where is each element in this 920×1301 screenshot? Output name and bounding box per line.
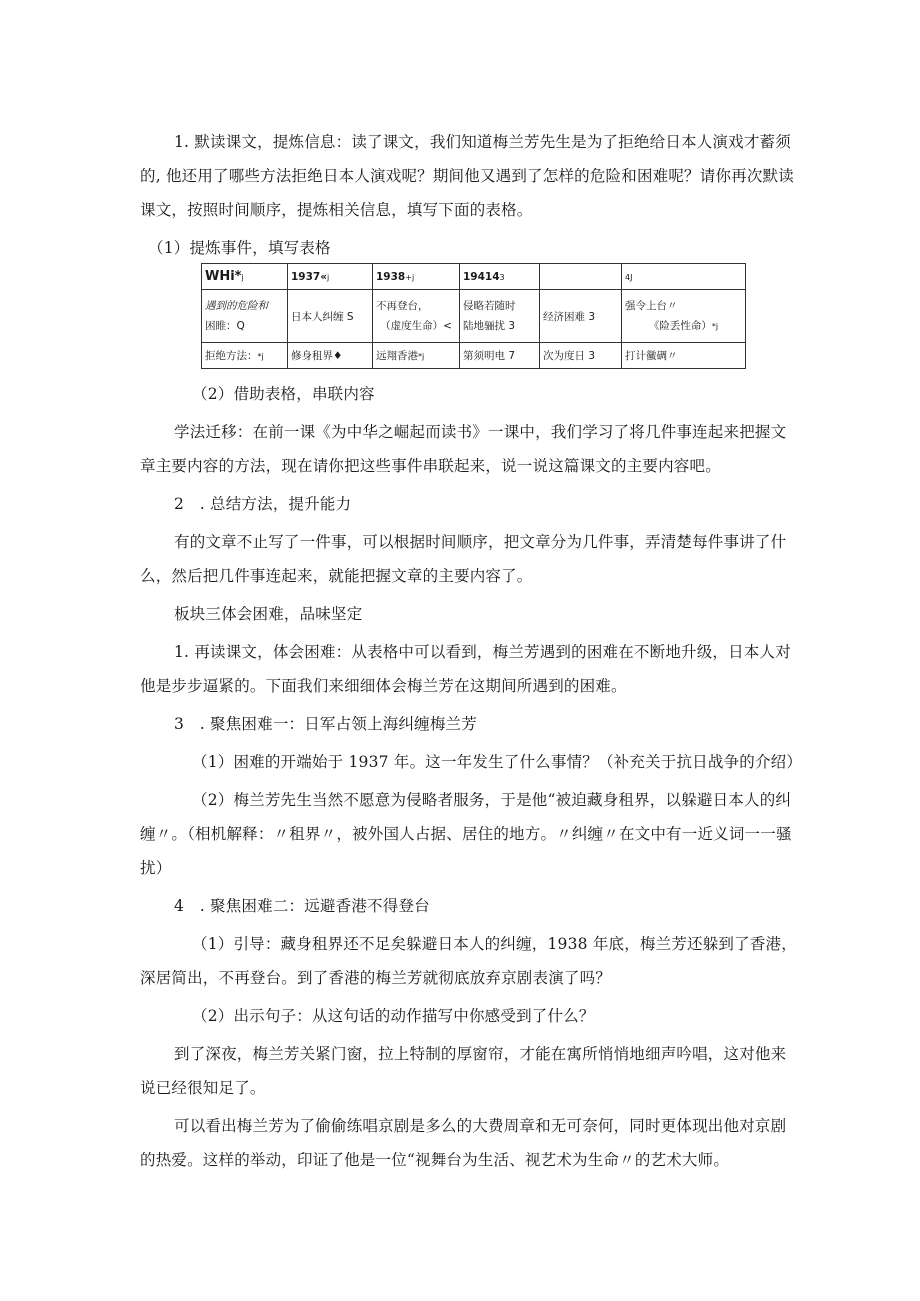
- section-heading-difficulty-2: 4 . 聚焦困难二：远避香港不得登台: [174, 897, 430, 915]
- table-cell: 次为度日 3: [540, 343, 622, 369]
- table-cell: 日本人纠缠 S: [288, 290, 373, 343]
- section-heading-difficulty-1: 3 . 聚焦困难一：日军占领上海纠缠梅兰芳: [174, 715, 477, 733]
- table-cell: 打计黴碉〃: [622, 343, 746, 369]
- table-cell: 194143: [460, 264, 540, 290]
- paragraph-3-line-1: 有的文章不止写了一件事，可以根据时间顺序，把文章分为几件事，弄清楚每件事讲了什: [174, 533, 787, 551]
- paragraph-1-line-2: 的, 他还用了哪些方法拒绝日本人演戏呢？期间他又遇到了怎样的危险和困难呢？请你再次默读: [140, 167, 794, 185]
- sub-item-3-line-2: 深居简出，不再登台。到了香港的梅兰芳就彻底放弃京剧表演了吗？: [140, 969, 612, 987]
- paragraph-3-line-2: 么，然后把几件事连起来，就能把握文章的主要内容了。: [140, 567, 533, 585]
- table-cell: 不再登台， （虚度生命）<: [373, 290, 460, 343]
- paragraph-6-line-2: 的热爱。这样的举动，印证了他是一位“视舞台为生活、视艺术为生命〃的艺术大师。: [140, 1151, 730, 1169]
- table-cell: 第须明电 7: [460, 343, 540, 369]
- sub-item-2-line-1: （2）梅兰芳先生当然不愿意为侵略者服务，于是他“被迫藏身租界，以躲避日本人的纠: [192, 791, 792, 809]
- table-row: [202, 290, 746, 343]
- table-cell: 1937«j: [288, 264, 373, 290]
- paragraph-2-line-2: 章主要内容的方法，现在请你把这些事件串联起来，说一说这篇课文的主要内容吧。: [140, 457, 721, 475]
- section-heading-summary: 2 . 总结方法，提升能力: [174, 495, 352, 513]
- table-cell: 遇到的危险和 困睢：Q: [202, 290, 288, 343]
- table-cell: WHi*j: [202, 264, 288, 290]
- table-cell: 经济困难 3: [540, 290, 622, 343]
- table-cell: 拒绝方法：*j: [202, 343, 288, 369]
- sub-item-4: （2）出示句子：从这句话的动作描写中你感受到了什么？: [192, 1007, 595, 1025]
- paragraph-4-line-1: 1. 再读课文，体会困难：从表格中可以看到，梅兰芳遇到的困难在不断地升级，日本人对: [174, 643, 791, 661]
- table-row: [202, 264, 746, 290]
- section-heading-connect-content: （2）借助表格，串联内容: [192, 385, 375, 403]
- sub-item-2-line-3: 扰）: [140, 859, 172, 877]
- paragraph-1-line-1: 1. 默读课文，提炼信息：读了课文，我们知道梅兰芳先生是为了拒绝给日本人演戏才蓄须: [174, 133, 791, 151]
- sub-item-3-line-1: （1）引导：藏身租界还不足矣躲避日本人的纠缠，1938 年底，梅兰芳还躲到了香港，: [192, 935, 797, 953]
- table-cell: [540, 264, 622, 290]
- table-cell: 修身租界♦: [288, 343, 373, 369]
- paragraph-4-line-2: 他是步步逼紧的。下面我们来细细体会梅兰芳在这期间所遇到的困难。: [140, 677, 627, 695]
- block-heading: 板块三体会困难，品味坚定: [174, 605, 363, 623]
- section-heading-fill-table: （1）提炼事件，填写表格: [148, 239, 331, 257]
- paragraph-5-line-1: 到了深夜，梅兰芳关紧门窗，拉上特制的厚窗帘，才能在寓所悄悄地细声吟唱，这对他来: [174, 1045, 787, 1063]
- events-table: [201, 263, 746, 369]
- paragraph-6-line-1: 可以看出梅兰芳为了偷偷练唱京剧是多么的大费周章和无可奈何，同时更体现出他对京剧: [174, 1117, 787, 1135]
- paragraph-2-line-1: 学法迁移：在前一课《为中华之崛起而读书》一课中，我们学习了将几件事连起来把握文: [174, 423, 787, 441]
- table-cell: 远翔香港*j: [373, 343, 460, 369]
- table-cell: 4J: [622, 264, 746, 290]
- sub-item-2-line-2: 缠〃。（相机解释：〃租界〃，被外国人占据、居住的地方。〃纠缠〃在文中有一近义词一一骚: [140, 825, 792, 843]
- table-cell: 侵略若随时 陆地骊扰 3: [460, 290, 540, 343]
- paragraph-5-line-2: 说已经很知足了。: [140, 1079, 266, 1097]
- sub-item-1: （1）困难的开端始于 1937 年。这一年发生了什么事情？（补充关于抗日战争的介绍）: [192, 753, 803, 771]
- table-row: [202, 343, 746, 369]
- paragraph-1-line-3: 课文，按照时间顺序，提炼相关信息，填写下面的表格。: [140, 201, 533, 219]
- table-cell: 强令上台〃 《险丢性命）*j: [622, 290, 746, 343]
- table-cell: 1938+j: [373, 264, 460, 290]
